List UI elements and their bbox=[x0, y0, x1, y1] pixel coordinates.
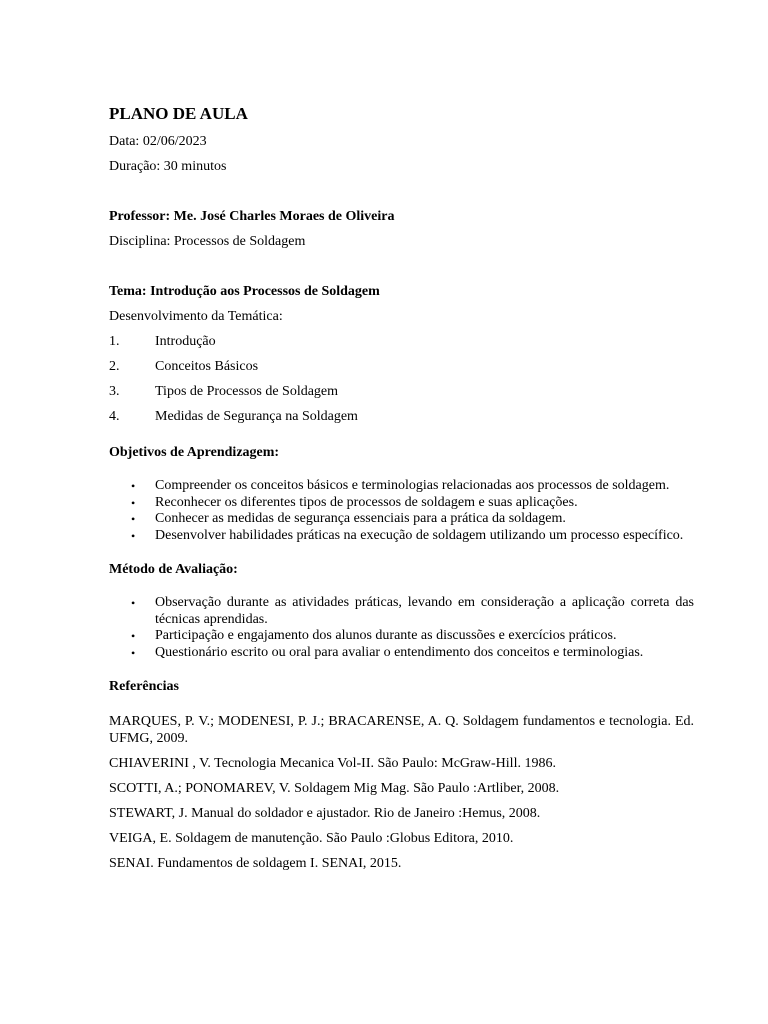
list-item bbox=[109, 495, 694, 512]
objectives-heading: Objetivos de Aprendizagem: bbox=[109, 445, 280, 460]
list-item-text: Questionário escrito ou oral para avaliar o entendimento dos conceitos e terminologias. bbox=[155, 644, 644, 660]
list-item-text: Conceitos Básicos bbox=[155, 359, 259, 374]
theme-subtitle: Desenvolvimento da Temática: bbox=[109, 309, 283, 324]
evaluation-heading: Método de Avaliação: bbox=[109, 562, 238, 577]
document-page bbox=[109, 102, 694, 872]
theme-title: Tema: Introdução aos Processos de Soldagem bbox=[109, 284, 380, 299]
list-item-text: Reconhecer os diferentes tipos de processos de soldagem e suas aplicações. bbox=[155, 494, 578, 510]
list-item bbox=[109, 645, 694, 662]
list-item-text: Conhecer as medidas de segurança essenciais para a prática da soldagem. bbox=[155, 511, 566, 526]
list-item-text: Medidas de Segurança na Soldagem bbox=[155, 409, 358, 424]
list-item bbox=[109, 528, 694, 545]
list-item-text: Observação durante as atividades práticas, levando em consideração a aplicação correta das técnicas aprendidas. bbox=[155, 595, 694, 627]
bullet-icon: • bbox=[131, 512, 136, 526]
document-title: PLANO DE AULA bbox=[109, 104, 248, 123]
list-item-number: 4. bbox=[109, 409, 120, 424]
list-item-text: Desenvolver habilidades práticas na execução de soldagem utilizando um processo específico. bbox=[155, 527, 684, 543]
list-item bbox=[109, 383, 694, 408]
reference-item: SENAI. Fundamentos de soldagem I. SENAI, 2015. bbox=[109, 856, 402, 871]
list-item bbox=[109, 511, 694, 528]
theme-topic-list bbox=[109, 333, 694, 433]
professor-name: Professor: Me. José Charles Moraes de Oliveira bbox=[109, 209, 395, 224]
bullet-icon: • bbox=[131, 528, 136, 543]
list-item-text: Tipos de Processos de Soldagem bbox=[155, 384, 339, 399]
evaluation-list bbox=[109, 595, 694, 661]
list-item bbox=[109, 333, 694, 358]
bullet-icon: • bbox=[131, 645, 136, 660]
list-item bbox=[109, 595, 694, 628]
list-item bbox=[109, 408, 694, 433]
list-item-number: 3. bbox=[109, 384, 120, 399]
bullet-icon: • bbox=[131, 479, 136, 493]
list-item bbox=[109, 478, 694, 495]
reference-item: STEWART, J. Manual do soldador e ajustador. Rio de Janeiro :Hemus, 2008. bbox=[109, 806, 541, 821]
discipline: Disciplina: Processos de Soldagem bbox=[109, 234, 306, 249]
list-item-number: 1. bbox=[109, 334, 120, 349]
reference-item: SCOTTI, A.; PONOMAREV, V. Soldagem Mig Mag. São Paulo :Artliber, 2008. bbox=[109, 781, 560, 796]
lesson-duration: Duração: 30 minutos bbox=[109, 159, 227, 174]
list-item bbox=[109, 358, 694, 383]
reference-item: VEIGA, E. Soldagem de manutenção. São Paulo :Globus Editora, 2010. bbox=[109, 831, 514, 846]
list-item-text: Introdução bbox=[155, 334, 216, 349]
references-heading: Referências bbox=[109, 679, 179, 694]
bullet-icon: • bbox=[131, 596, 136, 610]
list-item-number: 2. bbox=[109, 359, 120, 374]
list-item bbox=[109, 628, 694, 645]
list-item-text: Participação e engajamento dos alunos durante as discussões e exercícios práticos. bbox=[155, 628, 617, 643]
objectives-list bbox=[109, 478, 694, 544]
list-item-text: Compreender os conceitos básicos e terminologias relacionadas aos processos de soldagem. bbox=[155, 478, 670, 493]
lesson-date: Data: 02/06/2023 bbox=[109, 134, 207, 149]
bullet-icon: • bbox=[131, 495, 136, 510]
reference-item: CHIAVERINI , V. Tecnologia Mecanica Vol-II. São Paulo: McGraw-Hill. 1986. bbox=[109, 756, 556, 771]
bullet-icon: • bbox=[131, 629, 136, 643]
reference-item: MARQUES, P. V.; MODENESI, P. J.; BRACARENSE, A. Q. Soldagem fundamentos e tecnologia. Ed. UFMG, 2009. bbox=[109, 714, 694, 746]
